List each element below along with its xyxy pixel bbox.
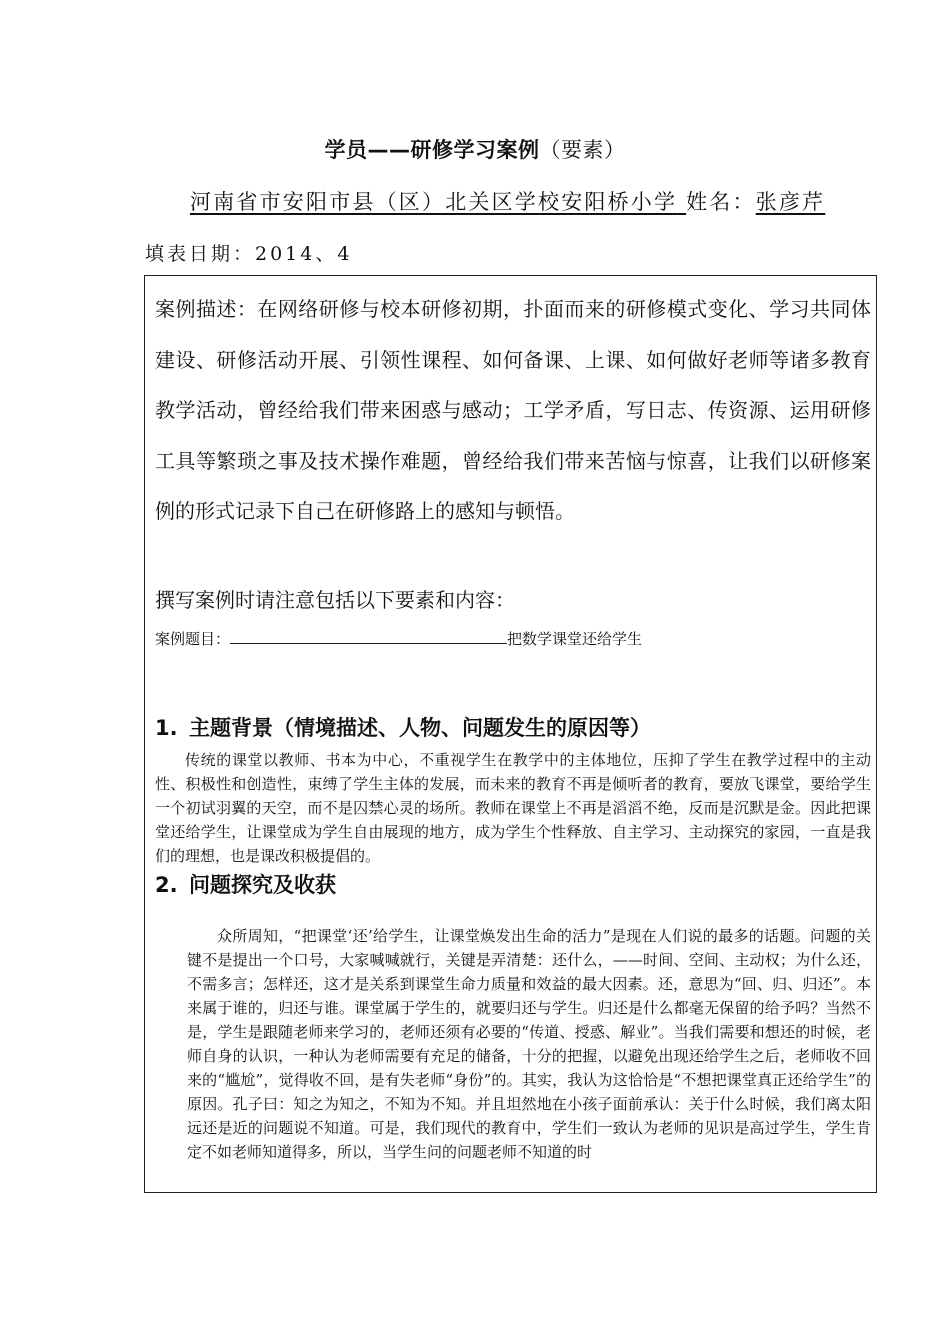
title-main: 学员——研修学习案例 (324, 138, 540, 162)
case-table-box (144, 275, 877, 1193)
requirements-heading: 撰写案例时请注意包括以下要素和内容： (155, 588, 515, 612)
section2-heading (155, 869, 336, 899)
topic-blank-line (230, 629, 507, 644)
section2-number: 2. (155, 873, 178, 897)
underline-gap (677, 190, 686, 214)
name-label: 姓名： (686, 190, 756, 214)
section1-paragraph: 传统的课堂以教师、书本为中心，不重视学生在教学中的主体地位，压抑了学生在教学过程中的主动性、积极性和创造性，束缚了学生主体的发展，而未来的教育不再是倾听者的教育，要放飞课堂，要给学生一个初试羽翼的天空，而不是囚禁心灵的场所。教师在课堂上不再是滔滔不绝，反而是沉默是金。因此把课堂还给学生，让课堂成为学生自由展现的地方，成为学生个性释放、自主学习、主动探究的家园，一直是我们的理想，也是课改积极提倡的。 (155, 751, 871, 865)
topic-label: 案例题目： (155, 630, 231, 648)
school-name: 河南省市安阳市县（区）北关区学校安阳桥小学 (190, 190, 678, 214)
school-name-line (190, 186, 890, 216)
title-subtitle: （要素） (539, 138, 626, 162)
section2-title: 问题探究及收获 (189, 873, 336, 897)
document-title (0, 134, 950, 164)
section1-title: 主题背景（情境描述、人物、问题发生的原因等） (189, 716, 651, 740)
case-topic-row (155, 628, 642, 649)
topic-value: 把数学课堂还给学生 (507, 630, 643, 648)
section1-number: 1. (155, 716, 178, 740)
section2-paragraph: 众所周知，“把课堂‘还’给学生，让课堂焕发出生命的活力”是现在人们说的最多的话题。问题的关键不是提出一个口号，大家喊喊就行，关键是弄清楚：还什么，——时间、空间、主动权；为什么还，不需多言；怎样还，这才是关系到课堂生命力质量和效益的最大因素。还，意思为“回、归、归还”。本来属于谁的，归还与谁。课堂属于学生的，就要归还与学生。归还是什么都毫无保留的给予吗？当然不是，学生是跟随老师来学习的，老师还须有必要的“传道、授惑、解业”。当我们需要和想还的时候，老师自身的认识，一种认为老师需要有充足的储备，十分的把握，以避免出现还给学生之后，老师收不回来的“尴尬”，觉得收不回，是有失老师“身份”的。其实，我认为这恰恰是“不想把课堂真正还给学生”的原因。孔子曰：知之为知之，不知为不知。并且坦然地在小孩子面前承认：关于什么时候，我们离太阳远还是近的问题说不知道。可是，我们现代的教育中，学生们一致认为老师的见识是高过学生，学生肯定不如老师知道得多，所以，当学生问的问题老师不知道的时 (187, 927, 871, 1161)
section1-heading (155, 712, 651, 742)
case-description: 案例描述：在网络研修与校本研修初期，扑面而来的研修模式变化、学习共同体建设、研修活动开展、引领性课程、如何备课、上课、如何做好老师等诸多教育教学活动，曾经给我们带来困惑与感动；工学矛盾，写日志、传资源、运用研修工具等繁琐之事及技术操作难题，曾经给我们带来苦恼与惊喜，让我们以研修案例的形式记录下自己在研修路上的感知与顿悟。 (155, 297, 871, 523)
fill-date: 填表日期：2014、4 (145, 243, 353, 265)
name-value: 张彦芹 (755, 190, 826, 214)
